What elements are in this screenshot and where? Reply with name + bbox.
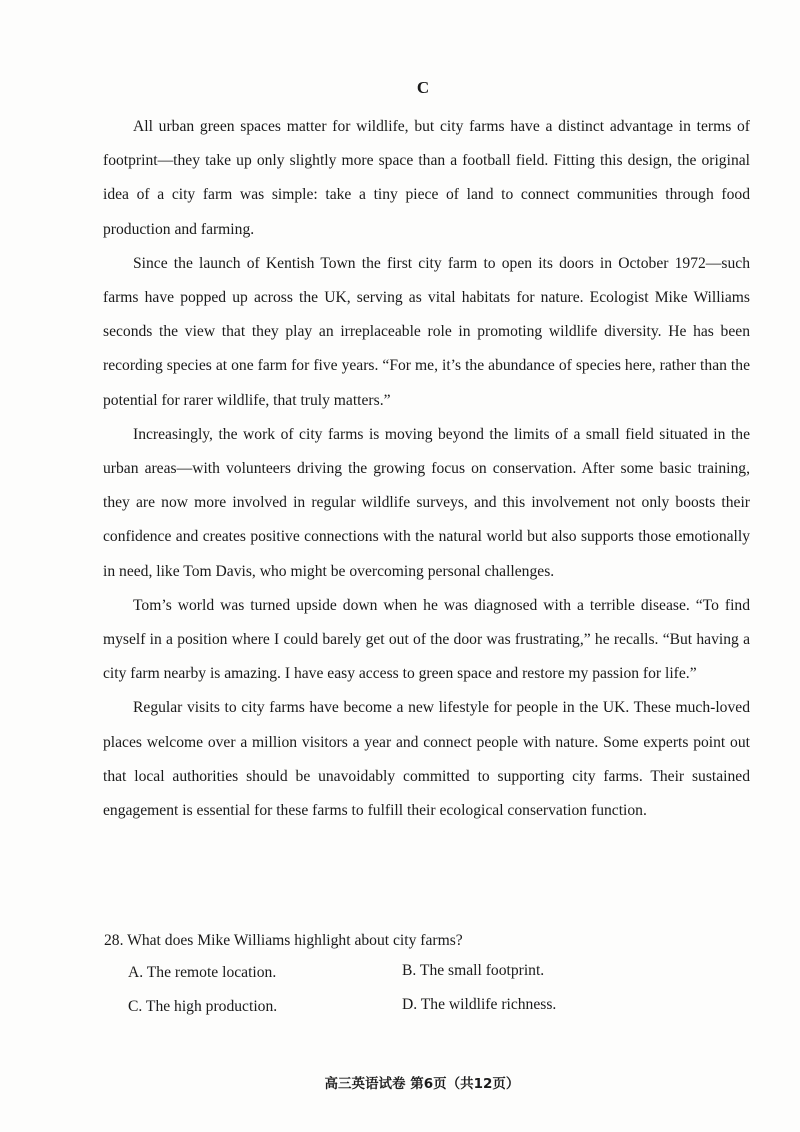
passage-paragraph-5: Regular visits to city farms have become a new lifestyle for people in the UK. These much-loved places welcome over a million visitors a year and connect people with nature. Some experts point out that local authorities should be unavoidably committed to supporting city farms. Their sustained engagement is essential for these farms to fulfill their ecological conservation function. [103,699,750,820]
page-number-label: 高三英语试卷 第6页（共12页） [324,1076,520,1092]
option-a[interactable]: A. The remote location. [128,964,277,981]
reading-passage [103,110,750,828]
section-heading: C [416,78,430,97]
option-c[interactable]: C. The high production. [128,998,278,1015]
answer-options [104,960,754,1032]
passage-paragraph-1: All urban green spaces matter for wildlife, but city farms have a distinct advantage in terms of footprint—they take up only slightly more space than a football field. Fitting this design, the original idea of a city farm was simple: take a tiny piece of land to connect communities through food production and farming. [103,118,750,238]
passage-paragraph-2: Since the launch of Kentish Town the first city farm to open its doors in October 1972—such farms have popped up across the UK, serving as vital habitats for nature. Ecologist Mike Williams seconds the view that they play an irreplaceable role in promoting wildlife diversity. He has been recording species at one farm for five years. “For me, it’s the abundance of species here, rather than the potential for rarer wildlife, that truly matters.” [103,254,750,409]
page-footer [0,1072,800,1092]
question-28 [104,926,754,1032]
option-b[interactable]: B. The small footprint. [402,962,545,979]
passage-paragraph-4: Tom’s world was turned upside down when he was diagnosed with a terrible disease. “To find myself in a position where I could barely get out of the door was frustrating,” he recalls. “But having a city farm nearby is amazing. I have easy access to green space and restore my passion for life.” [103,596,750,683]
question-stem: 28. What does Mike Williams highlight about city farms? [104,932,463,949]
option-d[interactable]: D. The wildlife richness. [402,996,557,1013]
passage-paragraph-3: Increasingly, the work of city farms is moving beyond the limits of a small field situated in the urban areas—with volunteers driving the growing focus on conservation. After some basic training, they are now more involved in regular wildlife surveys, and this involvement not only boosts their confidence and creates positive connections with the natural world but also supports those emotionally in need, like Tom Davis, who might be overcoming personal challenges. [103,425,750,580]
